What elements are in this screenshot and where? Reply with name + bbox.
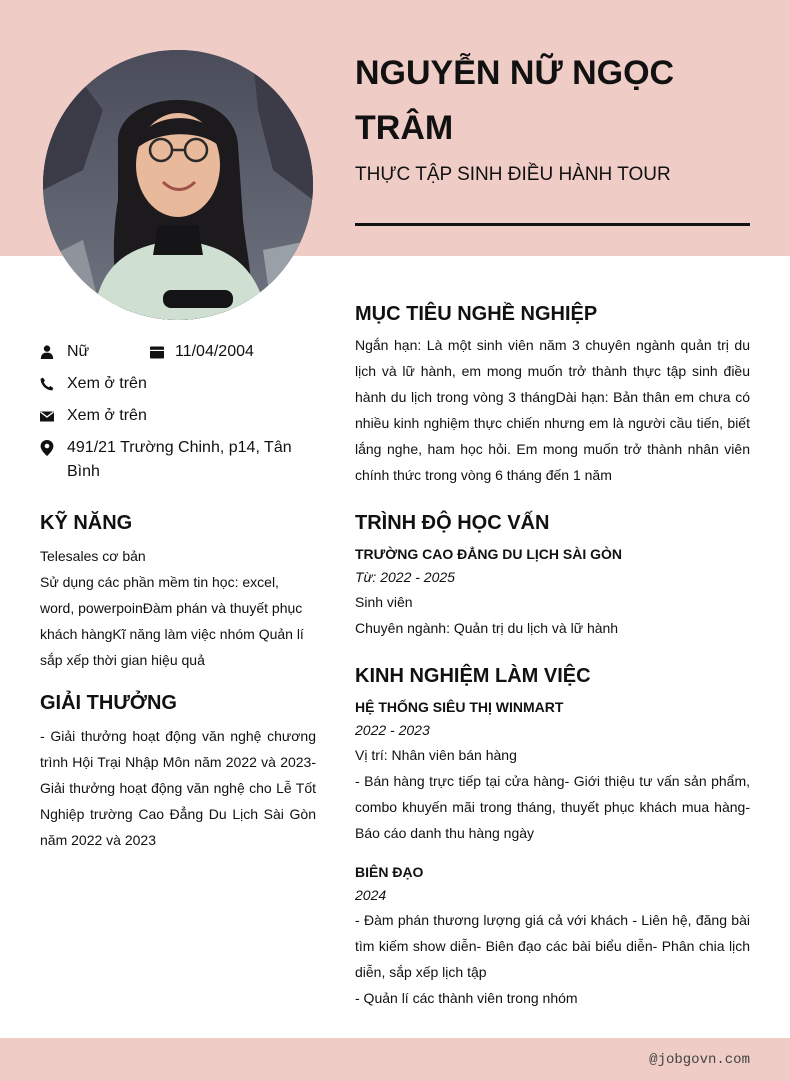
job-company: BIÊN ĐẠO bbox=[355, 864, 424, 880]
phone-value: Xem ở trên bbox=[67, 375, 147, 392]
education-major: Chuyên ngành: Quản trị du lịch và lữ hành bbox=[355, 620, 619, 636]
envelope-icon bbox=[40, 409, 54, 423]
job-description: - Đàm phán thương lượng giá cả với khách - Liên hệ, đăng bài tìm kiếm show diễn- Biên đạo các bài biểu diễn- Phân chia lịch diễn, sắp xếp lịch tập bbox=[355, 912, 750, 980]
address-value: 491/21 Trường Chinh, p14, Tân Bình bbox=[67, 439, 292, 480]
awards-heading: GIẢI THƯỞNG bbox=[40, 692, 177, 714]
job-title: THỰC TẬP SINH ĐIỀU HÀNH TOUR bbox=[355, 164, 671, 185]
candidate-name: NGUYỄN NỮ NGỌC TRÂM bbox=[355, 54, 675, 147]
experience-heading: KINH NGHIỆM LÀM VIỆC bbox=[355, 665, 591, 687]
job-extra: - Quản lí các thành viên trong nhóm bbox=[355, 990, 578, 1006]
skills-text: Telesales cơ bản Sử dụng các phần mềm tin học: excel, word, powerpoinĐàm phán và thuyết phục khách hàngKĩ năng làm việc nhóm Quản lí sắp xếp thời gian hiệu quả bbox=[40, 548, 304, 668]
skills-heading: KỸ NĂNG bbox=[40, 512, 133, 534]
objective-text: Ngắn hạn: Là một sinh viên năm 3 chuyên ngành quản trị du lịch và lữ hành, em mong muốn trở thành thực tập sinh điều hành du lịch trong vòng 3 thángDài hạn: Bản thân em chưa có nhiều kinh nghiệm thực chiến nhưng em là người cầu tiến, biết lắng nghe, ham học hỏi. Em mong muốn trở thành nhân viên chính thức trong vòng 6 tháng đến 1 năm bbox=[355, 337, 750, 483]
education-status: Sinh viên bbox=[355, 594, 413, 610]
job-period: 2024 bbox=[355, 887, 387, 903]
person-icon bbox=[40, 345, 54, 359]
education-school: TRƯỜNG CAO ĐẲNG DU LỊCH SÀI GÒN bbox=[355, 546, 622, 562]
profile-photo bbox=[43, 50, 313, 320]
calendar-icon bbox=[150, 345, 164, 359]
job-description: - Bán hàng trực tiếp tại cửa hàng- Giới thiệu tư vấn sản phẩm, combo khuyến mãi trong tháng, thuyết phục khách mua hàng- Báo cáo danh thu hàng ngày bbox=[355, 773, 750, 841]
job-period: 2022 - 2023 bbox=[355, 722, 430, 738]
phone-icon bbox=[40, 377, 54, 391]
title-divider bbox=[355, 223, 750, 226]
birthday-value: 11/04/2004 bbox=[175, 343, 254, 360]
objective-heading: MỤC TIÊU NGHỀ NGHIỆP bbox=[355, 303, 598, 325]
watermark: @jobgovn.com bbox=[649, 1052, 750, 1068]
gender-value: Nữ bbox=[67, 343, 90, 360]
awards-text: - Giải thưởng hoạt động văn nghệ chương trình Hội Trại Nhập Môn năm 2022 và 2023- Giải thưởng hoạt động văn nghệ cho Lễ Tốt Nghiệp trường Cao Đẳng Du Lịch Sài Gòn năm 2022 và 2023 bbox=[40, 728, 316, 848]
job-company: HỆ THỐNG SIÊU THỊ WINMART bbox=[355, 699, 564, 715]
email-value: Xem ở trên bbox=[67, 407, 147, 424]
education-period: Từ: 2022 - 2025 bbox=[355, 569, 455, 585]
job-position: Vị trí: Nhân viên bán hàng bbox=[355, 747, 517, 763]
map-pin-icon bbox=[40, 440, 54, 456]
education-heading: TRÌNH ĐỘ HỌC VẤN bbox=[355, 512, 550, 534]
